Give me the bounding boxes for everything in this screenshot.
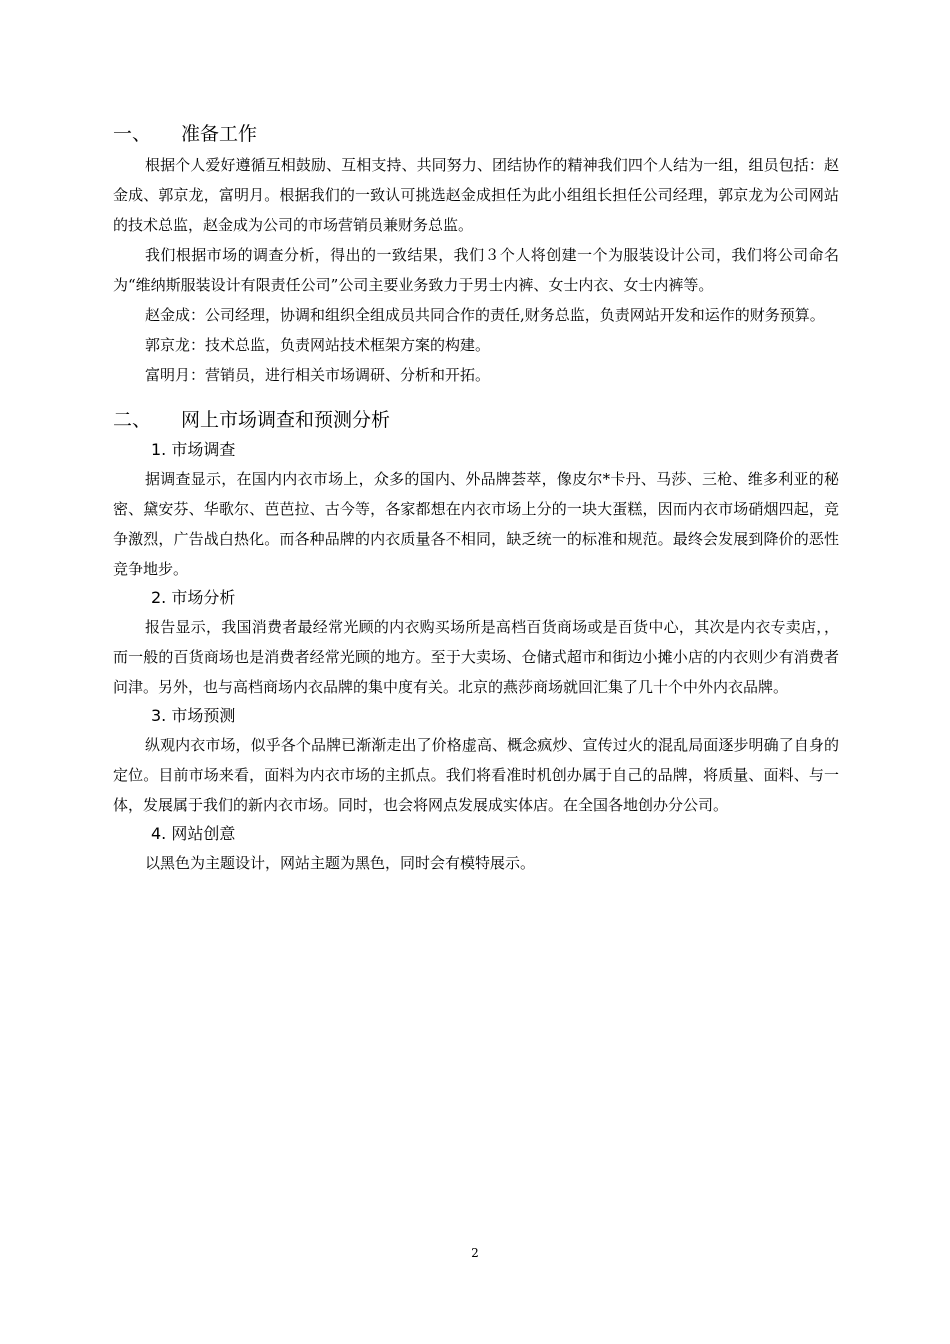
paragraph: 富明月：营销员，进行相关市场调研、分析和开拓。: [145, 366, 491, 384]
subsection-title: 2. 市场分析: [151, 588, 236, 607]
paragraph: 纵观内衣市场，似乎各个品牌已渐渐走出了价格虚高、概念疯炒、宣传过火的混乱局面逐步明确了自身的定位。目前市场来看，面料为内衣市场的主抓点。我们将看准时机创办属于自己的品牌，将质量、面料、与一体，发展属于我们的新内衣市场。同时，也会将网点发展成实体店。在全国各地创办分公司。: [113, 736, 839, 814]
paragraph: 以黑色为主题设计，网站主题为黑色，同时会有模特展示。: [145, 854, 536, 872]
subsection-title: 1. 市场调查: [151, 440, 236, 459]
page-number: 2: [471, 1246, 479, 1260]
section-title: 准备工作: [181, 123, 258, 145]
section-heading-preparation: [113, 118, 839, 150]
paragraph: 我们根据市场的调查分析，得出的一致结果，我们３个人将创建一个为服装设计公司，我们将公司命名为“维纳斯服装设计有限责任公司”公司主要业务致力于男士内裤、女士内衣、女士内裤等。: [113, 246, 839, 294]
section-number: 二、: [113, 409, 152, 431]
section-title: 网上市场调查和预测分析: [181, 409, 391, 431]
paragraph: 据调查显示，在国内内衣市场上，众多的国内、外品牌荟萃，像皮尔*卡丹、马莎、三枪、维多利亚的秘密、黛安芬、华歌尔、芭芭拉、古今等，各家都想在内衣市场上分的一块大蛋糕，因而内衣市场硝烟四起，竞争激烈，广告战白热化。而各种品牌的内衣质量各不相同，缺乏统一的标准和规范。最终会发展到降价的恶性竞争地步。: [113, 470, 839, 578]
page-content: [113, 118, 839, 878]
spacer: [113, 390, 839, 404]
paragraph: 郭京龙：技术总监，负责网站技术框架方案的构建。: [145, 336, 491, 354]
paragraph: 根据个人爱好遵循互相鼓励、互相支持、共同努力、团结协作的精神我们四个人结为一组，组员包括：赵金成、郭京龙，富明月。根据我们的一致认可挑选赵金成担任为此小组组长担任公司经理，郭京龙为公司网站的技术总监，赵金成为公司的市场营销员兼财务总监。: [113, 156, 839, 234]
subsection-title: 4. 网站创意: [151, 824, 236, 843]
section-number: 一、: [113, 123, 152, 145]
paragraph: 报告显示，我国消费者最经常光顾的内衣购买场所是高档百货商场或是百货中心，其次是内衣专卖店，，而一般的百货商场也是消费者经常光顾的地方。至于大卖场、仓储式超市和街边小摊小店的内衣则少有消费者问津。另外，也与高档商场内衣品牌的集中度有关。北京的燕莎商场就回汇集了几十个中外内衣品牌。: [113, 618, 839, 696]
subsection-title: 3. 市场预测: [151, 706, 236, 725]
section-heading-market-research: [113, 404, 839, 436]
paragraph: 赵金成：公司经理，协调和组织全组成员共同合作的责任,财务总监，负责网站开发和运作的财务预算。: [145, 306, 825, 324]
